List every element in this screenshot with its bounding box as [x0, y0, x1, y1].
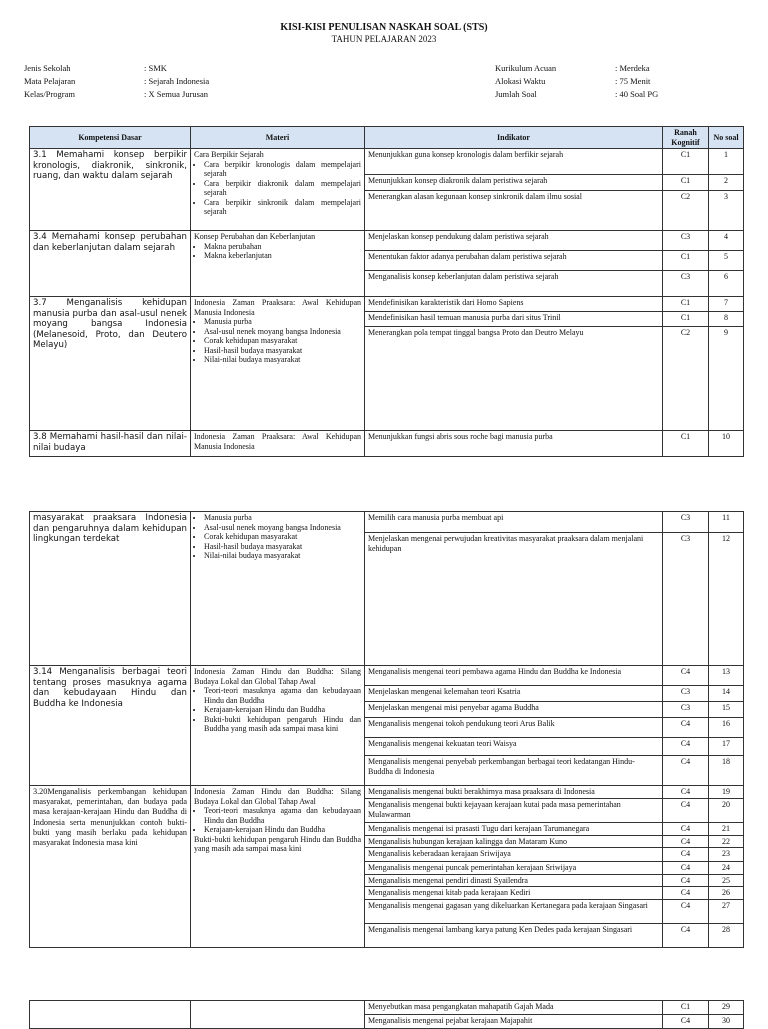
no-cell: 28: [709, 923, 744, 947]
info-label: Alokasi Waktu: [495, 76, 546, 86]
materi-item: • Corak kehidupan masyarakat: [204, 336, 361, 346]
info-label: Jumlah Soal: [495, 89, 537, 99]
materi-item: • Nilai-nilai budaya masyarakat: [204, 551, 361, 561]
kd-cell: 3.4 Memahami konsep perubahan dan keberlanjutan dalam sejarah: [30, 231, 191, 297]
ranah-cell: C4: [663, 823, 709, 836]
ranah-cell: C3: [663, 231, 709, 251]
no-cell: 1: [709, 149, 744, 175]
info-value: : Sejarah Indonesia: [144, 76, 210, 86]
document-subtitle: TAHUN PELAJARAN 2023: [331, 34, 437, 44]
materi-heading: Indonesia Zaman Praaksara: Awal Kehidupan Manusia Indonesia: [194, 298, 361, 317]
kisi-table-3: [29, 1000, 744, 1029]
no-cell: 27: [709, 899, 744, 923]
ranah-cell: C2: [663, 191, 709, 231]
indikator-cell: Menganalisis mengenai teori pembawa agama Hindu dan Buddha ke Indonesia: [365, 666, 663, 686]
indikator-cell: Menyebutkan masa pengangkatan mahapatih Gajah Mada: [365, 1001, 663, 1015]
indikator-cell: Menganalisis mengenai penyebab perkembangan berbagai teori kedatangan Hindu-Buddha di Indonesia: [365, 756, 663, 786]
materi-item: • Kerajaan-kerajaan Hindu dan Buddha: [204, 825, 361, 835]
info-value: : X Semua Jurusan: [144, 89, 208, 99]
col-header-materi: Materi: [191, 127, 365, 149]
materi-cell: [191, 149, 365, 231]
indikator-cell: Menganalisis mengenai lambang karya patung Ken Dedes pada kerajaan Singasari: [365, 923, 663, 947]
no-cell: 5: [709, 251, 744, 271]
ranah-cell: C4: [663, 887, 709, 900]
ranah-cell: C2: [663, 327, 709, 431]
no-cell: 15: [709, 702, 744, 718]
no-cell: 4: [709, 231, 744, 251]
materi-item: • Bukti-bukti kehidupan pengaruh Hindu dan Buddha yang masih ada sampai masa kini: [204, 715, 361, 734]
materi-item: • Corak kehidupan masyarakat: [204, 532, 361, 542]
indikator-cell: Menjelaskan mengenai kelemahan teori Ksatria: [365, 686, 663, 702]
materi-item: • Cara berpikir sinkronik dalam mempelajari sejarah: [204, 198, 361, 217]
materi-item: • Manusia purba: [204, 317, 361, 327]
kd-cell: 3.7 Menganalisis kehidupan manusia purba dan asal-usul nenek moyang bangsa Indonesia (Melanesoid, Proto, dan Deutero Melayu): [30, 297, 191, 431]
kd-cell: 3.14 Menganalisis berbagai teori tentang proses masuknya agama dan kebudayaan Hindu dan Buddha ke Indonesia: [30, 666, 191, 786]
info-label: Kelas/Program: [24, 89, 75, 99]
indikator-cell: Menganalisis hubungan kerajaan kalingga dan Mataram Kuno: [365, 835, 663, 848]
col-header-indikator: Indikator: [365, 127, 663, 149]
materi-heading: Indonesia Zaman Hindu dan Buddha: Silang Budaya Lokal dan Global Tahap Awal: [194, 787, 361, 806]
info-value: : SMK: [144, 63, 167, 73]
no-cell: 18: [709, 756, 744, 786]
no-cell: 22: [709, 835, 744, 848]
no-cell: 8: [709, 312, 744, 327]
indikator-cell: Menerangkan pola tempat tinggal bangsa Proto dan Deutro Melayu: [365, 327, 663, 431]
materi-heading: Konsep Perubahan dan Keberlanjutan: [194, 232, 316, 241]
indikator-cell: Menentukan faktor adanya perubahan dalam peristiwa sejarah: [365, 251, 663, 271]
materi-item: • Hasil-hasil budaya masyarakat: [204, 542, 361, 552]
no-cell: 19: [709, 786, 744, 799]
info-value: : 75 Menit: [615, 76, 651, 86]
ranah-cell: C1: [663, 175, 709, 191]
indikator-cell: Menganalisis keberadaan kerajaan Sriwijaya: [365, 848, 663, 862]
kd-cell: [30, 1001, 191, 1029]
info-label: Jenis Sekolah: [24, 63, 71, 73]
ranah-cell: C4: [663, 799, 709, 823]
no-cell: 20: [709, 799, 744, 823]
no-cell: 11: [709, 512, 744, 533]
info-left: [24, 62, 209, 101]
materi-item: • Hasil-hasil budaya masyarakat: [204, 346, 361, 356]
materi-item: • Kerajaan-kerajaan Hindu dan Buddha: [204, 705, 361, 715]
indikator-cell: Menganalisis mengenai kekuatan teori Waisya: [365, 738, 663, 756]
no-cell: 10: [709, 431, 744, 457]
indikator-cell: Menganalisis mengenai kitab pada kerajaan Kediri: [365, 887, 663, 900]
materi-cell: [191, 231, 365, 297]
no-cell: 3: [709, 191, 744, 231]
no-cell: 21: [709, 823, 744, 836]
ranah-cell: C4: [663, 1015, 709, 1029]
kd-cell: 3.8 Memahami hasil-hasil dan nilai-nilai budaya: [30, 431, 191, 457]
ranah-cell: C3: [663, 533, 709, 666]
indikator-cell: Menganalisis mengenai pejabat kerajaan Majapahit: [365, 1015, 663, 1029]
ranah-cell: C4: [663, 786, 709, 799]
ranah-cell: C3: [663, 702, 709, 718]
no-cell: 24: [709, 862, 744, 875]
no-cell: 7: [709, 297, 744, 312]
materi-item: • Makna perubahan: [204, 242, 361, 252]
materi-cell: [191, 1001, 365, 1029]
info-value: : 40 Soal PG: [615, 89, 659, 99]
ranah-cell: C4: [663, 718, 709, 738]
info-value: : Merdeka: [615, 63, 650, 73]
materi-heading: Cara Berpikir Sejarah: [194, 150, 264, 159]
no-cell: 23: [709, 848, 744, 862]
kd-cell: 3.1 Memahami konsep berpikir kronologis, diakronik, sinkronik, ruang, dan waktu dalam sejarah: [30, 149, 191, 231]
materi-item: • Nilai-nilai budaya masyarakat: [204, 355, 361, 365]
ranah-cell: C4: [663, 738, 709, 756]
no-cell: 25: [709, 874, 744, 887]
info-label: Mata Pelajaran: [24, 76, 76, 86]
no-cell: 16: [709, 718, 744, 738]
indikator-cell: Menganalisis mengenai pendiri dinasti Syailendra: [365, 874, 663, 887]
info-right: [495, 62, 658, 101]
no-cell: 6: [709, 271, 744, 297]
indikator-cell: Menjelaskan mengenai misi penyebar agama Buddha: [365, 702, 663, 718]
no-cell: 17: [709, 738, 744, 756]
ranah-cell: C4: [663, 874, 709, 887]
indikator-cell: Menjelaskan mengenai perwujudan kreativitas masyarakat praaksara dalam menjalani kehidupan: [365, 533, 663, 666]
col-header-ranah: Ranah Kognitif: [663, 127, 709, 149]
indikator-cell: Menganalisis mengenai bukti kejayaan kerajaan kutai pada masa pemerintahan Mulawarman: [365, 799, 663, 823]
kd-cell: 3.20Menganalisis perkembangan kehidupan masyarakat, pemerintahan, dan budaya pada masa kerajaan-kerajaan Hindu dan Buddha di Indonesia serta menunjukkan contoh bukti-bukti yang masih berlaku pada kehidupan masyarakat Indonesia masa kini: [30, 786, 191, 948]
ranah-cell: C4: [663, 923, 709, 947]
kisi-table-1: [29, 126, 744, 457]
materi-item: • Teori-teori masuknya agama dan kebudayaan Hindu dan Buddha: [204, 806, 361, 825]
materi-item: • Asal-usul nenek moyang bangsa Indonesia: [204, 523, 361, 533]
no-cell: 14: [709, 686, 744, 702]
ranah-cell: C3: [663, 512, 709, 533]
ranah-cell: C1: [663, 297, 709, 312]
indikator-cell: Menerangkan alasan kegunaan konsep sinkronik dalam ilmu sosial: [365, 191, 663, 231]
indikator-cell: Menganalisis konsep keberlanjutan dalam peristiwa sejarah: [365, 271, 663, 297]
indikator-cell: Mendefinisikan karakteristik dari Homo Sapiens: [365, 297, 663, 312]
no-cell: 29: [709, 1001, 744, 1015]
materi-heading: Indonesia Zaman Hindu dan Buddha: Silang Budaya Lokal dan Global Tahap Awal: [194, 667, 361, 686]
indikator-cell: Memilih cara manusia purba membuat api: [365, 512, 663, 533]
materi-cell: [191, 666, 365, 786]
ranah-cell: C3: [663, 686, 709, 702]
indikator-cell: Menjelaskan konsep pendukung dalam peristiwa sejarah: [365, 231, 663, 251]
ranah-cell: C1: [663, 149, 709, 175]
info-label: Kurikulum Acuan: [495, 63, 557, 73]
indikator-cell: Menganalisis mengenai bukti berakhirnya masa praaksara di Indonesia: [365, 786, 663, 799]
indikator-cell: Menganalisis mengenai tokoh pendukung teori Arus Balik: [365, 718, 663, 738]
ranah-cell: C3: [663, 271, 709, 297]
ranah-cell: C4: [663, 756, 709, 786]
materi-cell: [191, 297, 365, 431]
materi-cell: [191, 512, 365, 666]
materi-item: • Asal-usul nenek moyang bangsa Indonesia: [204, 327, 361, 337]
indikator-cell: Menganalisis mengenai isi prasasti Tugu dari kerajaan Tarumanegara: [365, 823, 663, 836]
ranah-cell: C4: [663, 835, 709, 848]
no-cell: 13: [709, 666, 744, 686]
indikator-cell: Menganalisis mengenai gagasan yang dikeluarkan Kertanegara pada kerajaan Singasari: [365, 899, 663, 923]
kd-cell: masyarakat praaksara Indonesia dan pengaruhnya dalam kehidupan lingkungan terdekat: [30, 512, 191, 666]
materi-item: • Cara berpikir diakronik dalam mempelajari sejarah: [204, 179, 361, 198]
materi-tail: Bukti-bukti kehidupan pengaruh Hindu dan Buddha yang masih ada sampai masa kini: [194, 834, 361, 853]
no-cell: 30: [709, 1015, 744, 1029]
ranah-cell: C4: [663, 899, 709, 923]
ranah-cell: C4: [663, 666, 709, 686]
no-cell: 9: [709, 327, 744, 431]
ranah-cell: C1: [663, 251, 709, 271]
no-cell: 2: [709, 175, 744, 191]
no-cell: 26: [709, 887, 744, 900]
indikator-cell: Menunjukkan guna konsep kronologis dalam berfikir sejarah: [365, 149, 663, 175]
indikator-cell: Menunjukkan konsep diakronik dalam peristiwa sejarah: [365, 175, 663, 191]
indikator-cell: Mendefinisikan hasil temuan manusia purba dari situs Trinil: [365, 312, 663, 327]
materi-item: • Cara berpikir kronologis dalam mempelajari sejarah: [204, 160, 361, 179]
indikator-cell: Menganalisis mengenai puncak pemerintahan kerajaan Sriwijaya: [365, 862, 663, 875]
ranah-cell: C1: [663, 431, 709, 457]
ranah-cell: C4: [663, 862, 709, 875]
materi-cell: [191, 786, 365, 948]
no-cell: 12: [709, 533, 744, 666]
materi-item: • Manusia purba: [204, 513, 361, 523]
materi-item: • Teori-teori masuknya agama dan kebudayaan Hindu dan Buddha: [204, 686, 361, 705]
indikator-cell: Menunjukkan fungsi abris sous roche bagi manusia purba: [365, 431, 663, 457]
col-header-kd: Kompetensi Dasar: [30, 127, 191, 149]
ranah-cell: C1: [663, 1001, 709, 1015]
col-header-no: No soal: [709, 127, 744, 149]
kisi-table-2: [29, 511, 744, 948]
ranah-cell: C4: [663, 848, 709, 862]
ranah-cell: C1: [663, 312, 709, 327]
document-title: KISI-KISI PENULISAN NASKAH SOAL (STS): [280, 22, 488, 33]
materi-item: • Makna keberlanjutan: [204, 251, 361, 261]
materi-cell: Indonesia Zaman Praaksara: Awal Kehidupan Manusia Indonesia: [191, 431, 365, 457]
